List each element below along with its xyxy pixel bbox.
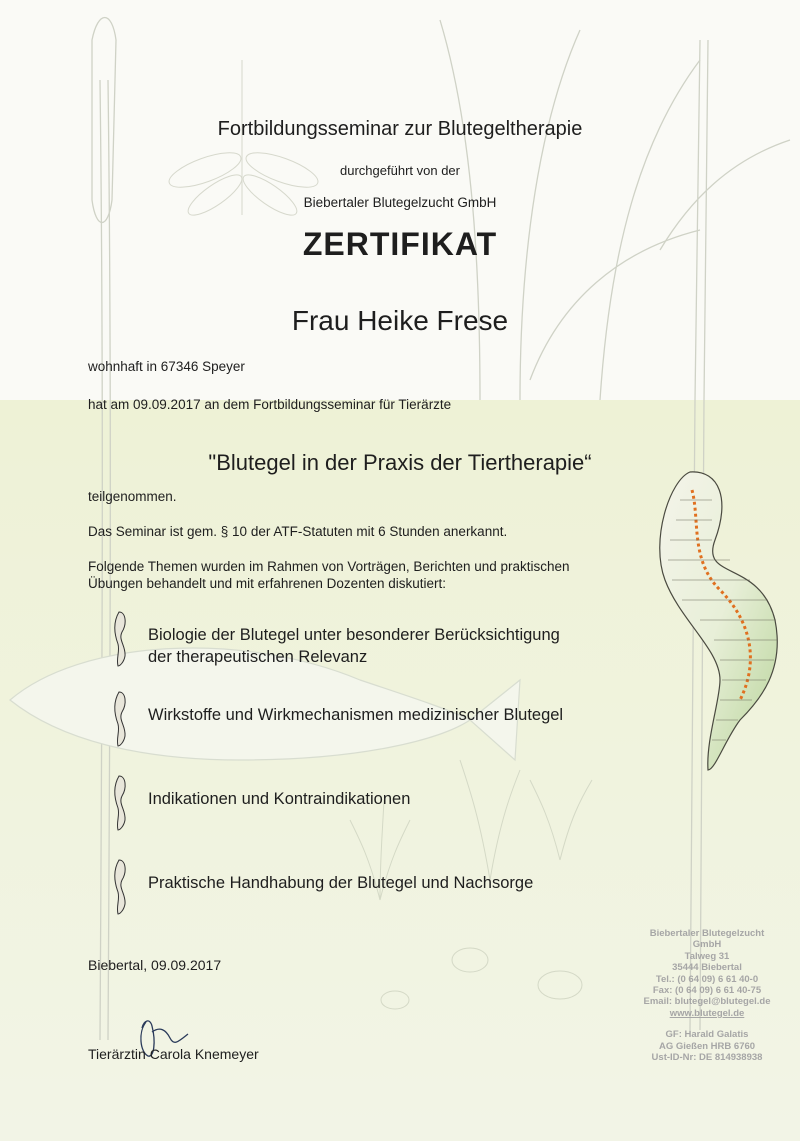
signatory-name: Tierärztin Carola Knemeyer [88,1046,259,1062]
topic-label [148,624,560,668]
stamp-fax: Fax: (0 64 09) 6 61 40-75 [652,985,762,997]
topic-label: Indikationen und Kontraindikationen [148,790,411,808]
course-title: "Blutegel in der Praxis der Tiertherapie“ [208,450,592,475]
leech-bullet-icon [110,610,132,668]
seminar-title: Fortbildungsseminar zur Blutegeltherapie [217,118,583,140]
recipient-name: Frau Heike Frese [291,305,509,336]
topic-label-line1: Biologie der Blutegel unter besonderer Berücksichtigung [148,626,560,644]
topic-label-line2: der therapeutischen Relevanz [148,648,368,666]
stamp-company-line1: Biebertaler Blutegelzucht [649,928,765,939]
leech-bullet-icon [110,690,132,748]
company-stamp [622,928,792,1063]
topic-label: Wirkstoffe und Wirkmechanismen medizinischer Blutegel [148,706,564,724]
residence-text: wohnhaft in 67346 Speyer [88,359,245,374]
leech-bullet-icon [110,858,132,916]
stamp-vat-id: Ust-ID-Nr: DE 814938938 [651,1052,763,1064]
stamp-website: www.blutegel.de [669,1007,745,1019]
stamp-city: 35444 Biebertal [672,962,742,974]
signature-scribble [118,1012,208,1072]
participated-text: teilgenommen. [88,489,177,504]
place-date: Biebertal, 09.09.2017 [88,957,222,973]
stamp-company-line2: GmbH [692,939,722,951]
company-name: Biebertaler Blutegelzucht GmbH [303,195,497,210]
stamp-street: Talweg 31 [684,950,730,962]
stamp-register: AG Gießen HRB 6760 [658,1040,756,1052]
leech-bullet-icon [110,774,132,832]
accreditation-text: Das Seminar ist gem. § 10 der ATF-Statuten mit 6 Stunden anerkannt. [88,524,508,539]
topic-label: Praktische Handhabung der Blutegel und Nachsorge [148,874,534,892]
attendance-text: hat am 09.09.2017 an dem Fortbildungsseminar für Tierärzte [88,397,452,412]
stamp-email: Email: blutegel@blutegel.de [643,996,771,1008]
conducted-by-text: durchgeführt von der [340,163,460,178]
certificate-heading: ZERTIFIKAT [302,226,498,262]
stamp-managing-director: GF: Harald Galatis [665,1029,749,1041]
topics-intro-text: Folgende Themen wurden im Rahmen von Vorträgen, Berichten und praktischen Übungen behandelt und mit erfahrenen Dozenten diskutiert: [88,559,570,591]
stamp-tel: Tel.: (0 64 09) 6 61 40-0 [655,973,759,985]
